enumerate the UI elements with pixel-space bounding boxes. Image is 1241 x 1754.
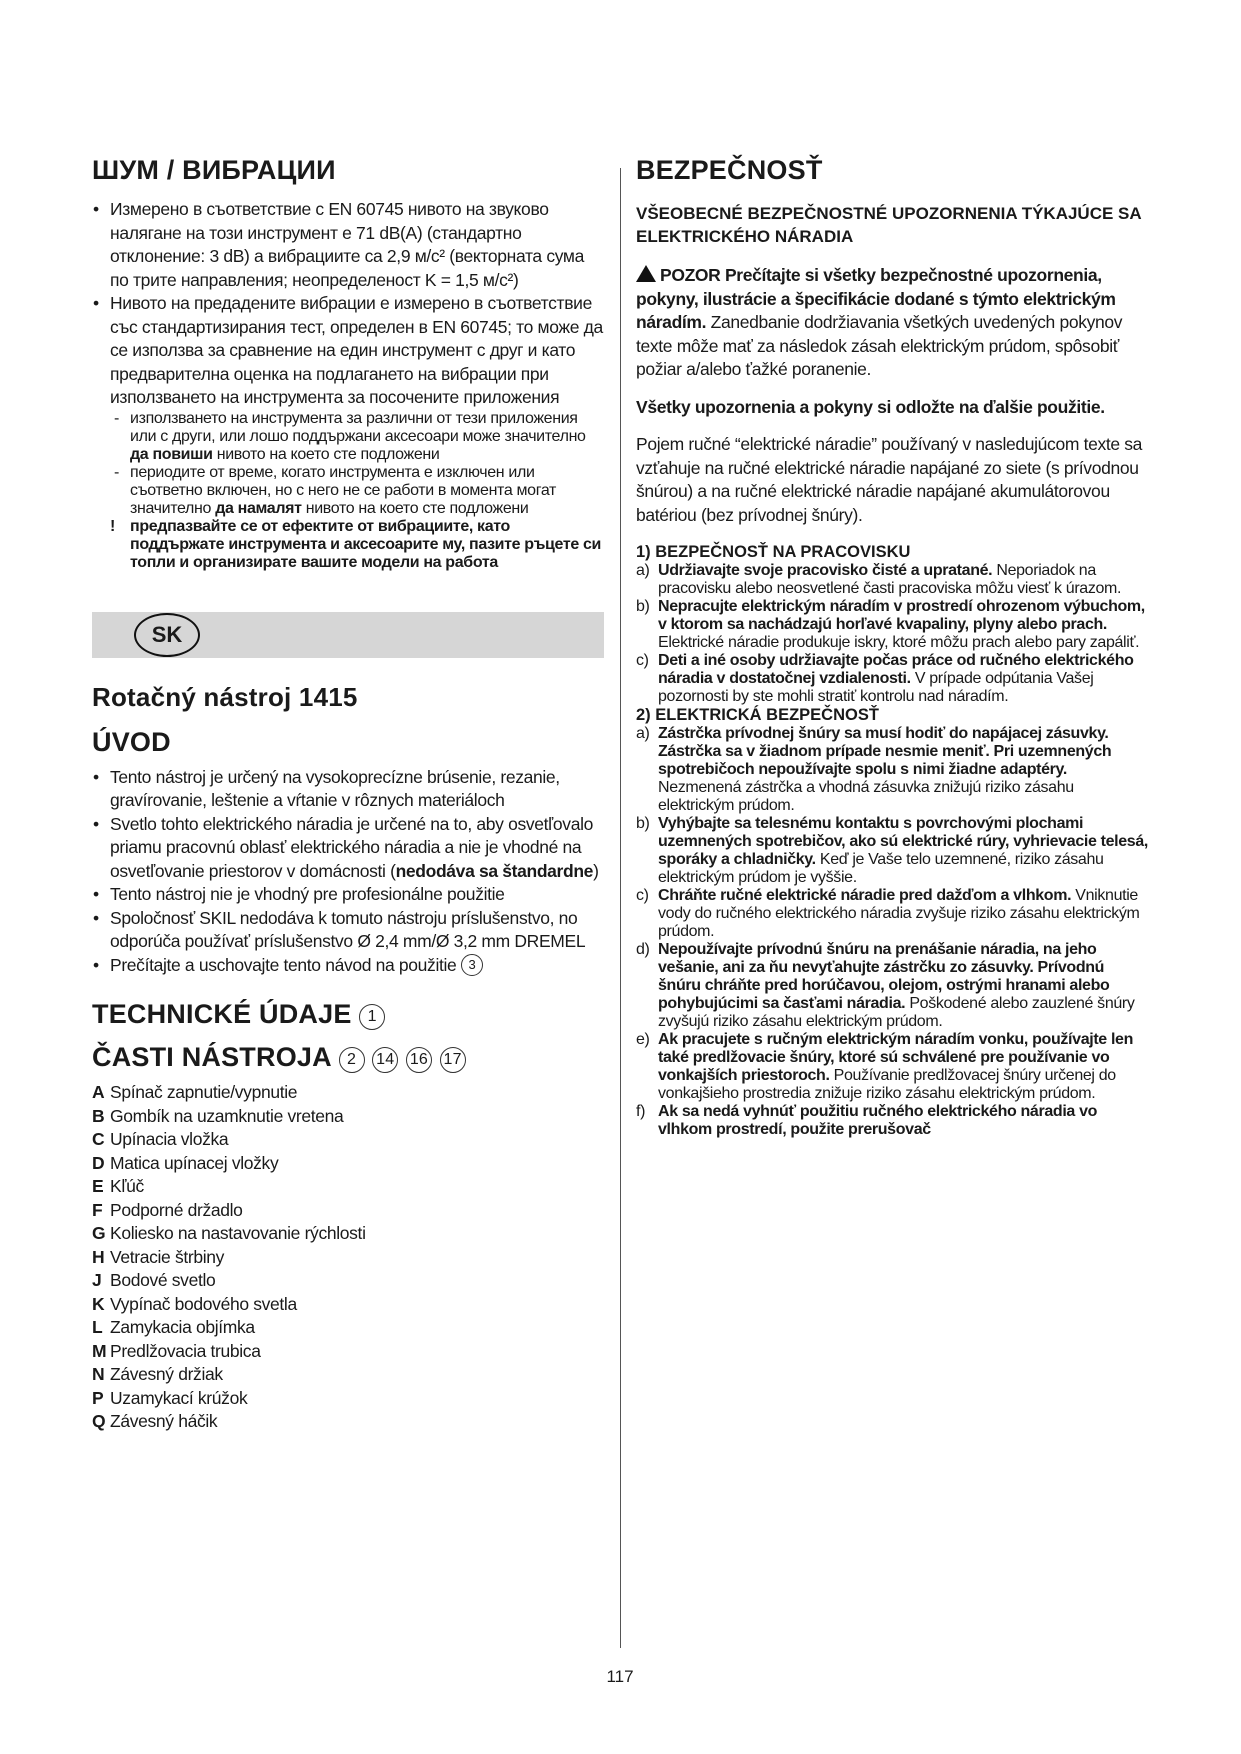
left-column [92,155,604,1434]
part-item: P Uzamykací krúžok [92,1387,248,1408]
column-divider [620,168,621,1648]
intro-bullet-5: • Prečítajte a uschovajte tento návod na použitie 3 [92,954,604,978]
part-item: Q Závesný háčik [92,1411,218,1431]
part-item: F Podporné držadlo [92,1199,243,1220]
s2-item-a: a) Zástrčka prívodnej šnúry sa musí hodiť do napájacej zásuvky. Zástrčka sa v žiadnom prípade nesmie meniť. Pri uzemnených spotrebičoch nepoužívajte spolu s nimi žiadne adaptéry. Nezmenená zástrčka a vhodná zásuvka znižujú riziko zásahu elektrickým prúdom. [636,725,1112,814]
part-item: G Koliesko na nastavovanie rýchlosti [92,1223,366,1243]
product-title: Rotačný nástroj 1415 [92,681,358,712]
s2-item-b: b) Vyhýbajte sa telesnému kontaktu s povrchovými plochami uzemnených spotrebičov, ako sú elektrické rúry, vyhrievacie telesá, sporáky a chladničky. Keď je Vaše telo uzemnené, riziko zásahu elektrickým prúdom je vyššie. [636,815,1148,886]
figure-ref: 14 [372,1047,398,1073]
section-2-title: 2) ELEKTRICKÁ BEZPEČNOSŤ [636,706,879,724]
s2-item-f: f) Ak sa nedá vyhnúť použitiu ručného elektrického náradia vo vlhkom prostredí, použite prerušovač [636,1103,1098,1138]
part-item: L Zamykacia objímka [92,1317,255,1337]
warning-triangle-icon [636,265,656,282]
warning-paragraph: POZOR Prečítajte si všetky bezpečnostné upozornenia, pokyny, ilustrácie a špecifikácie dodané s týmto elektrickým náradím. Zanedbanie dodržiavania všetkých uvedených pokynov texte môže mať za následok zásah elektrickým prúdom, spôsobiť požiar a/alebo ťažké poranenie. [636,265,1123,379]
intro-bullet-3: • Tento nástroj nie je vhodný pre profesionálne použitie [92,883,604,907]
language-bar [92,612,604,658]
figure-ref: 2 [339,1047,365,1073]
noise-list [92,198,604,410]
part-item: C Upínacia vložka [92,1129,229,1149]
figure-ref: 17 [440,1047,466,1073]
intro-bullet-1: • Tento nástroj je určený na vysokoprecízne brúsenie, rezanie, gravírovanie, leštenie a vŕtanie v rôznych materiáloch [92,766,604,813]
intro-bullet-4: • Spoločnosť SKIL nedodáva k tomuto nástroju príslušenstvo, no odporúča používať príslušenstvo Ø 2,4 mm/Ø 3,2 mm DREMEL [92,907,604,954]
s2-item-e: e) Ak pracujete s ručným elektrickým náradím vonku, používajte len také predlžovacie šnúry, ktoré sú schválené pre používanie vo vonkajších priestoroch. Používanie predlžovacej šnúry určenej do vonkajšieho prostredia znižuje riziko zásahu elektrickým prúdom. [636,1031,1134,1102]
noise-dash-1: - използването на инструмента за различни от тези приложения или с други, или лошо поддържани аксесоари може значително да повиши нивото на което сте подложени [114,409,586,463]
vibration-warning: ! предпазвайте се от ефектите от вибрациите, като поддържате инструмента и аксесоарите му, пазите ръцете си топли и организирате вашите модели на работа [110,517,602,571]
s2-item-c: c) Chráňte ručné elektrické náradie pred dažďom a vlhkom. Vniknutie vody do ručného elektrického náradia zvyšuje riziko zásahu elektrickým prúdom. [636,887,1140,940]
s1-item-b: b) Nepracujte elektrickým náradím v prostredí ohrozenom výbuchom, v ktorom sa nachádzajú horľavé kvapaliny, plyny alebo prach. Elektrické náradie produkuje iskry, ktoré môžu prach alebo pary zapáliť. [636,598,1145,651]
part-item: D Matica upínacej vložky [92,1152,279,1173]
term-definition: Pojem ručné “elektrické náradie” používaný v nasledujúcom texte sa vzťahuje na ručné elektrické náradie napájané zo siete (s prívodnou šnúrou) a na ručné elektrické náradie napájané akumulátorovou batériou (bez prívodnej šnúry). [636,434,1143,525]
intro-list [92,766,604,978]
section-1-title: 1) BEZPEČNOSŤ NA PRACOVISKU [636,543,911,561]
page-number: 117 [606,1667,634,1686]
figure-ref: 16 [406,1047,432,1073]
part-item: K Vypínač bodového svetla [92,1293,297,1314]
figure-ref-1: 1 [359,1004,385,1030]
safety-title: BEZPEČNOSŤ [636,155,823,185]
part-item: B Gombík na uzamknutie vretena [92,1105,344,1126]
part-item: M Predlžovacia trubica [92,1340,261,1361]
right-column [636,155,1148,1139]
part-item: N Závesný držiak [92,1364,223,1384]
figure-ref-3: 3 [461,954,483,976]
intro-title: ÚVOD [92,726,171,757]
parts-list [92,1081,604,1434]
language-badge: SK [134,613,200,657]
s2-item-d: d) Nepoužívajte prívodnú šnúru na prenášanie náradia, na jeho vešanie, ani za ňu nevyťahujte zástrčku zo zásuvky. Prívodnú šnúru chráňte pred horúčavou, olejom, ostrými hranami alebo pohybujúcimi sa časťami náradia. Poškodené alebo zauzlené šnúry zvyšujú riziko zásahu elektrickým prúdom. [636,941,1135,1030]
s1-item-a: a) Udržiavajte svoje pracovisko čisté a upratané. Neporiadok na pracovisku alebo neosvetlené časti pracoviska môžu viesť k úrazom. [636,562,1122,597]
noise-dash-2: - периодите от време, когато инструмента е изключен или съответно включен, но с него не се работи в момента могат значително да намалят нивото на което сте подложени [114,463,557,517]
keep-instructions: Všetky upozornenia a pokyny si odložte na ďalšie použitie. [636,396,1105,417]
part-item: E Kľúč [92,1176,144,1196]
part-item: A Spínač zapnutie/vypnutie [92,1082,298,1102]
noise-bullet-1: • Измерено в съответствие с EN 60745 нивото на звуково налягане на този инструмент е 71 dB(A) (стандартно отклонение: 3 dB) а вибрациите са 2,9 м/с² (векторната сума по трите направления; неопределеност K = 1,5 м/с²) [92,198,604,292]
s1-item-c: c) Deti a iné osoby udržiavajte počas práce od ručného elektrického náradia v dostatočnej vzdialenosti. V prípade odpútania Vašej pozornosti by ste mohli stratiť kontrolu nad náradím. [636,652,1134,705]
part-item: H Vetracie štrbiny [92,1246,225,1267]
safety-subtitle: VŠEOBECNÉ BEZPEČNOSTNÉ UPOZORNENIA TÝKAJÚCE SA ELEKTRICKÉHO NÁRADIA [636,204,1142,246]
intro-bullet-2: • Svetlo tohto elektrického náradia je určené na to, aby osvetľovalo priamu pracovnú oblasť elektrického náradia a nie je vhodné na osvetľovanie priestorov v domácnosti (nedodáva sa štandardne) [92,813,604,884]
parts-title: ČASTI NÁSTROJA 2 14 16 17 [92,1042,604,1073]
part-item: J Bodové svetlo [92,1270,216,1290]
noise-title: ШУМ / ВИБРАЦИИ [92,155,336,185]
noise-bullet-2: • Нивото на предадените вибрации е измерено в съответствие със стандартизирания тест, определен в EN 60745; то може да се използва за сравнение на един инструмент с друг и като предварителна оценка на подлагането на вибрации при използването на инструмента за посочените приложения [92,292,604,410]
tech-title: TECHNICKÉ ÚDAJE 1 [92,999,604,1030]
